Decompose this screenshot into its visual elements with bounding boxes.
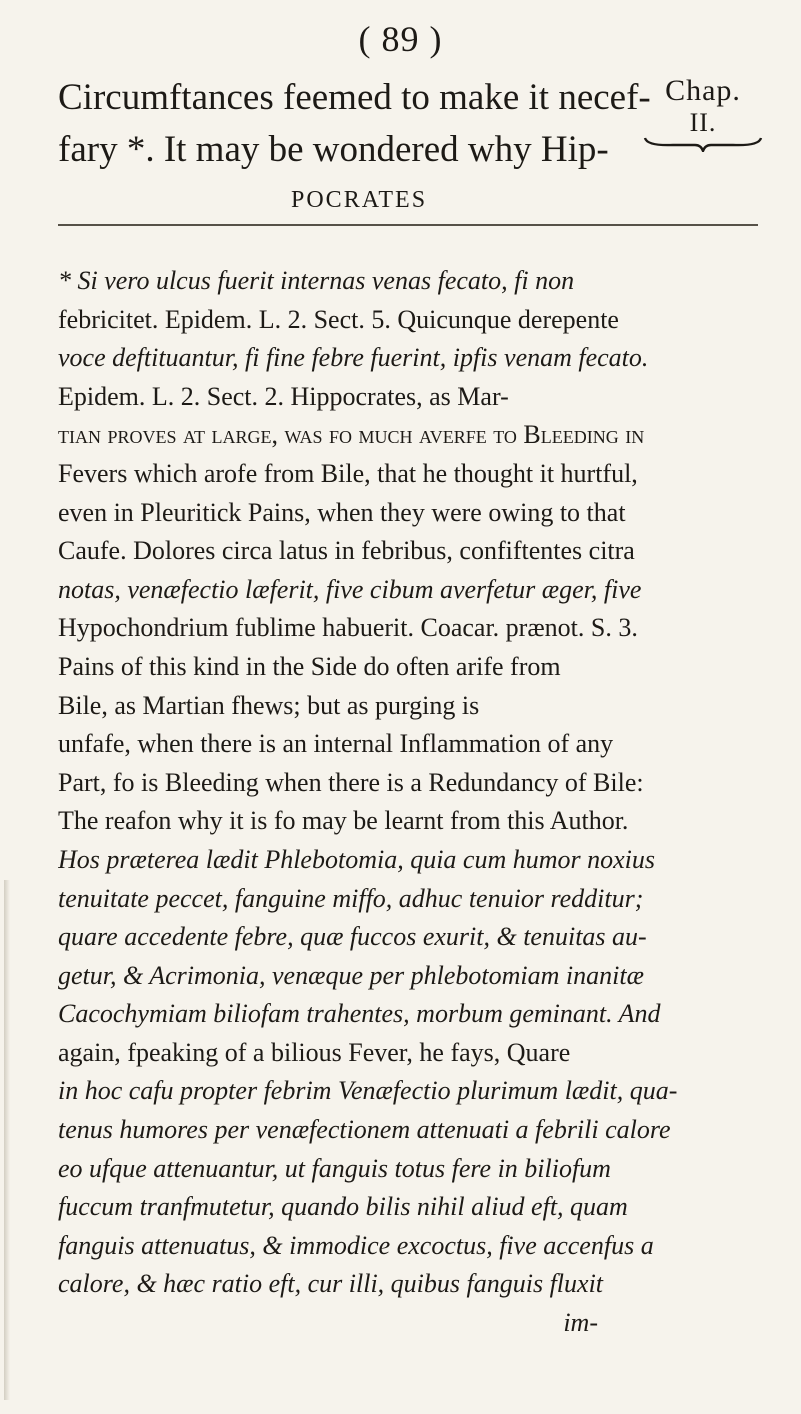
footnote-line: tenuitate peccet, fanguine miffo, adhuc tenuior redditur; xyxy=(58,883,644,913)
chapter-marginal-note xyxy=(618,74,788,152)
footnote-line: Bile, as Martian fhews; but as purging is xyxy=(58,690,480,720)
binding-shadow xyxy=(4,880,10,1400)
footnote-line: getur, & Acrimonia, venæque per phlebotomiam inanitæ xyxy=(58,960,644,990)
footnote-line: fuccum tranfmutetur, quando bilis nihil aliud eft, quam xyxy=(58,1192,628,1222)
footnote-line: Caufe. Dolores circa latus in febribus, confiftentes citra xyxy=(58,536,635,566)
footnote-line: voce deftituantur, fi fine febre fuerint, ipfis venam fecato. xyxy=(58,343,649,373)
footnote-line: Fevers which arofe from Bile, that he thought it hurtful, xyxy=(58,458,638,488)
horizontal-rule xyxy=(58,224,758,226)
footnote-line: quare accedente febre, quæ fuccos exurit, & tenuitas au- xyxy=(58,922,647,952)
main-line-1: Circumftances feemed to make it necef- xyxy=(58,77,651,118)
footnote-line: even in Pleuritick Pains, when they were owing to that xyxy=(58,497,626,527)
footnote-line: fanguis attenuatus, & immodice excoctus, five accenfus a xyxy=(58,1230,654,1260)
footnote-line: * Si vero ulcus fuerit internas venas fecato, fi non xyxy=(58,266,575,295)
footnote-line: Pains of this kind in the Side do often arife from xyxy=(58,651,561,681)
main-text xyxy=(58,72,651,226)
footnote-line: Hos præterea lædit Phlebotomia, quia cum humor noxius xyxy=(58,844,656,874)
footnote-line: Cacochymiam biliofam trahentes, morbum geminant. And xyxy=(58,999,661,1029)
footnote-line: Hypochondrium fublime habuerit. Coacar. prænot. S. 3. xyxy=(58,613,638,643)
footnote-line: in hoc cafu propter febrim Venæfectio plurimum lædit, qua- xyxy=(58,1076,678,1106)
footnote-line: calore, & hæc ratio eft, cur illi, quibus fanguis fluxit xyxy=(58,1269,604,1299)
brace-icon xyxy=(643,136,763,152)
footnote-line: Part, fo is Bleeding when there is a Redundancy of Bile: xyxy=(58,767,644,797)
footnote-line: notas, venæfectio læferit, five cibum averfetur æger, five xyxy=(58,574,642,604)
main-line-3: POCRATES xyxy=(291,187,428,213)
footnote-line: tenus humores per venæfectionem attenuati a febrili calore xyxy=(58,1115,671,1145)
footnote-line: unfafe, when there is an internal Inflammation of any xyxy=(58,729,614,759)
chapter-label: Chap. xyxy=(665,74,741,107)
page-number: ( 89 ) xyxy=(358,19,443,59)
footnote xyxy=(58,262,758,1343)
footnote-line: tian proves at large, was fo much averfe to Bleeding in xyxy=(58,420,645,450)
chapter-number: II. xyxy=(689,108,717,137)
footnote-line: The reafon why it is fo may be learnt from this Author. xyxy=(58,806,629,836)
main-line-2: fary *. It may be wondered why Hip- xyxy=(58,129,609,170)
footnote-line: eo ufque attenuantur, ut fanguis totus fere in biliofum xyxy=(58,1153,611,1183)
footnote-line: Epidem. L. 2. Sect. 2. Hippocrates, as Mar- xyxy=(58,381,509,411)
footnote-line: again, fpeaking of a bilious Fever, he fays, Quare xyxy=(58,1037,571,1067)
footnote-line: febricitet. Epidem. L. 2. Sect. 5. Quicunque derepente xyxy=(58,304,619,334)
catchword: im- xyxy=(563,1308,598,1338)
